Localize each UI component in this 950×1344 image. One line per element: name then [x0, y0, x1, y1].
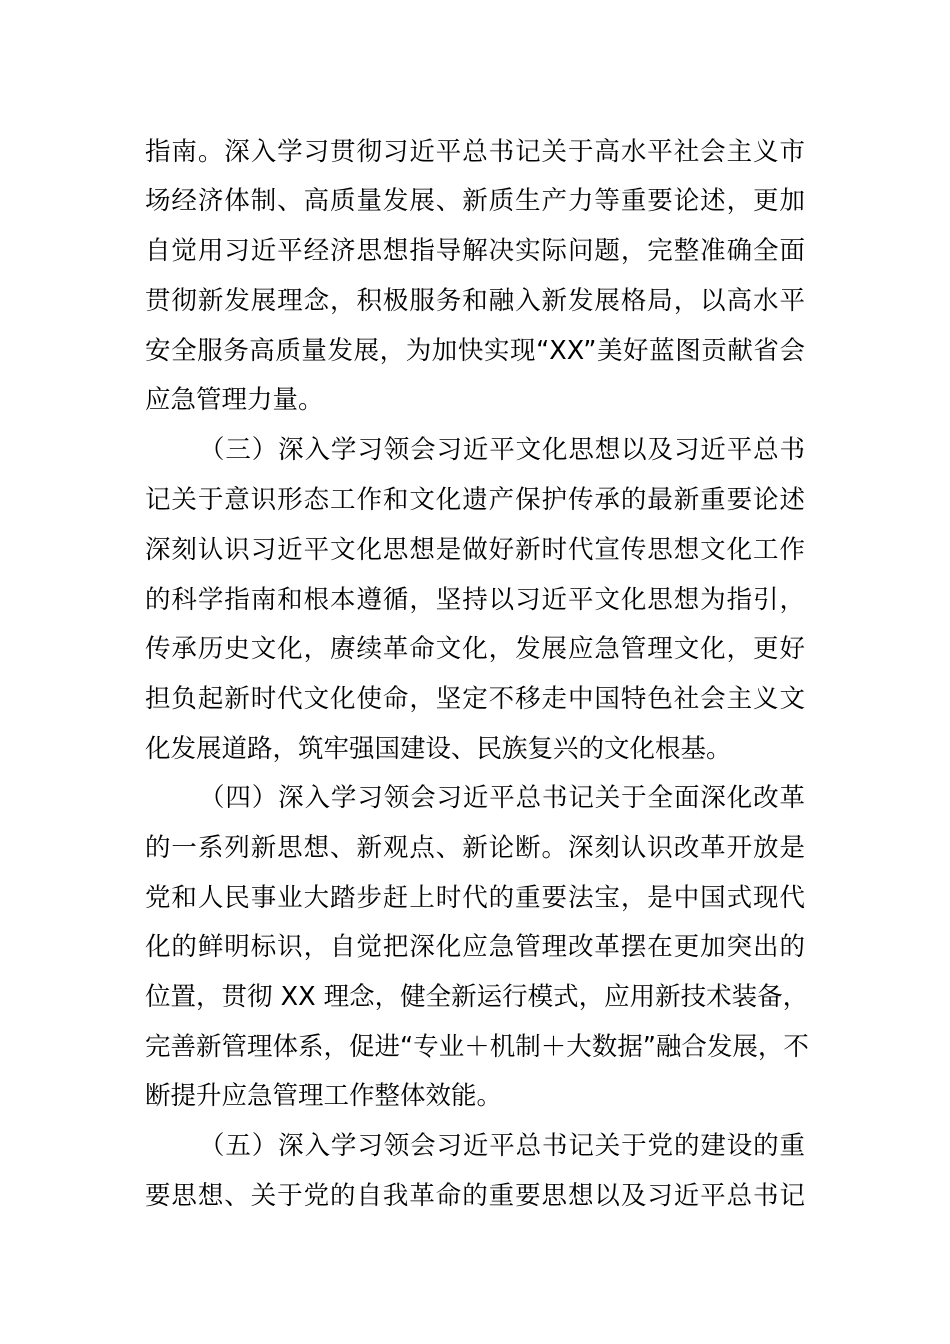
text-line: 的科学指南和根本遵循，坚持以习近平文化思想为指引， [145, 585, 805, 615]
text-line: 传承历史文化，赓续革命文化，发展应急管理文化，更好 [145, 634, 805, 664]
text-line: 应急管理力量。 [145, 385, 324, 415]
text-line: 记关于意识形态工作和文化遗产保护传承的最新重要论述 [145, 485, 805, 515]
text-line: 指南。深入学习贯彻习近平总书记关于高水平社会主义市 [145, 137, 805, 167]
section-heading-3: （三）深入学习领会习近平文化思想以及习近平总书 [199, 435, 805, 465]
text-line: 场经济体制、高质量发展、新质生产力等重要论述，更加 [145, 186, 805, 216]
text-line: 完善新管理体系，促进“专业＋机制＋大数据”融合发展，不 [145, 1032, 809, 1062]
text-line: 化的鲜明标识，自觉把深化应急管理改革摆在更加突出的 [145, 932, 805, 962]
text-line: 要思想、关于党的自我革命的重要思想以及习近平总书记 [145, 1181, 805, 1211]
text-line: 自觉用习近平经济思想指导解决实际问题，完整准确全面 [145, 236, 805, 266]
section-heading-5: （五）深入学习领会习近平总书记关于党的建设的重 [199, 1131, 805, 1161]
text-line: 贯彻新发展理念，积极服务和融入新发展格局，以高水平 [145, 286, 805, 316]
text-line: 化发展道路，筑牢强国建设、民族复兴的文化根基。 [145, 734, 732, 764]
text-line: 深刻认识习近平文化思想是做好新时代宣传思想文化工作 [145, 535, 805, 565]
section-heading-4: （四）深入学习领会习近平总书记关于全面深化改革 [199, 783, 805, 813]
text-line: 党和人民事业大踏步赶上时代的重要法宝，是中国式现代 [145, 883, 805, 913]
text-line: 断提升应急管理工作整体效能。 [145, 1081, 503, 1111]
text-line: 安全服务高质量发展，为加快实现“XX”美好蓝图贡献省会 [145, 336, 805, 366]
text-line: 的一系列新思想、新观点、新论断。深刻认识改革开放是 [145, 833, 805, 863]
text-line: 位置，贯彻 XX 理念，健全新运行模式，应用新技术装备， [145, 982, 809, 1012]
text-line: 担负起新时代文化使命，坚定不移走中国特色社会主义文 [145, 684, 805, 714]
